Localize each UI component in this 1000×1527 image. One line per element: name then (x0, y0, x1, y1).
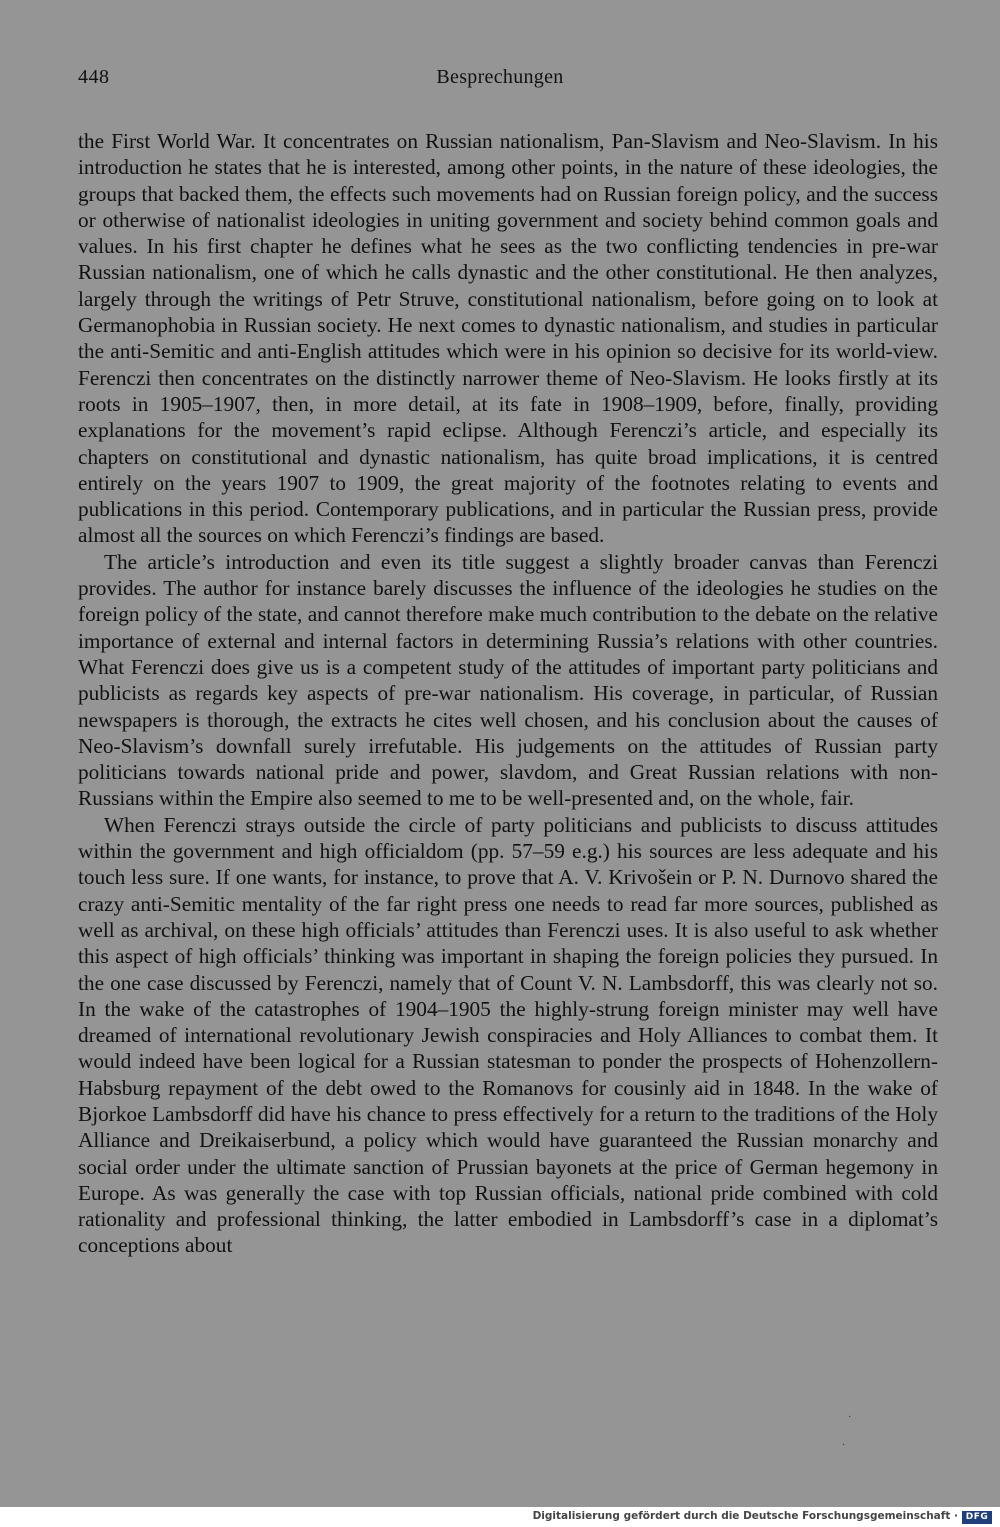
page-number: 448 (78, 66, 110, 88)
dfg-logo-icon: DFG (962, 1511, 992, 1524)
digitization-footer (0, 1507, 1000, 1527)
running-title: Besprechungen (436, 66, 564, 88)
funding-note: Digitalisierung gefördert durch die Deutsche Forschungsgemeinschaft · (532, 1510, 958, 1522)
body-text (78, 128, 938, 1259)
scan-speck: · (842, 1440, 846, 1451)
scan-speck: · (848, 1412, 852, 1423)
paragraph-continued: the First World War. It concentrates on Russian nationalism, Pan-Slavism and Neo-Slavism. In his introduction he states that he is interested, among other points, in the nature of these ideologies, the groups that backed them, the effects such movements had on Russian foreign policy, and the success or otherwise of nationalist ideologies in uniting government and society behind common goals and values. In his first chapter he defines what he sees as the two conflicting tendencies in pre-war Russian nationalism, one of which he calls dynastic and the other constitutional. He then analyzes, largely through the writings of Petr Struve, constitutional nationalism, before going on to look at Germanophobia in Russian society. He next comes to dynastic nationalism, and studies in particular the anti-Semitic and anti-English attitudes which were in his opinion so decisive for its world-view. Ferenczi then concentrates on the distinctly narrower theme of Neo-Slavism. He looks firstly at its roots in 1905–1907, then, in more detail, at its fate in 1908–1909, before, finally, providing explanations for the movement’s rapid eclipse. Although Ferenczi’s article, and especially its chapters on constitutional and dynastic nationalism, has quite broad implications, it is centred entirely on the years 1907 to 1909, the great majority of the footnotes relating to events and publications in this period. Contemporary publications, and in particular the Russian press, provide almost all the sources on which Ferenczi’s findings are based. (78, 129, 938, 548)
paragraph: When Ferenczi strays outside the circle of party politicians and publicists to discuss attitudes within the government and high officialdom (pp. 57–59 e.g.) his sources are less adequate and his touch less sure. If one wants, for instance, to prove that A. V. Krivošein or P. N. Durnovo shared the crazy anti-Semitic mentality of the far right press one needs to read far more sources, published as well as archival, on these high officials’ attitudes than Ferenczi uses. It is also useful to ask whether this aspect of high officials’ thinking was important in shaping the foreign policies they pursued. In the one case discussed by Ferenczi, namely that of Count V. N. Lambsdorff, this was clearly not so. In the wake of the catastrophes of 1904–1905 the highly-strung foreign minister may well have dreamed of international revolutionary Jewish conspiracies and Holy Alliances to combat them. It would indeed have been logical for a Russian statesman to ponder the prospects of Hohenzollern-Habsburg repayment of the debt owed to the Romanovs for cousinly aid in 1848. In the wake of Bjorkoe Lambsdorff did have his chance to press effectively for a return to the traditions of the Holy Alliance and Dreikaiserbund, a policy which would have guaranteed the Russian monarchy and social order under the ultimate sanction of Prussian bayonets at the price of German hegemony in Europe. As was generally the case with top Russian officials, national pride combined with cold rationality and professional thinking, the latter embodied in Lambsdorff’s case in a diplomat’s conceptions about (78, 812, 938, 1258)
paragraph: The article’s introduction and even its title suggest a slightly broader canvas than Ferenczi provides. The author for instance barely discusses the influence of the ideologies he studies on the foreign policy of the state, and cannot therefore make much contribution to the debate on the relative importance of external and internal factors in determining Russia’s relations with other countries. What Ferenczi does give us is a competent study of the attitudes of important party politicians and publicists as regards key aspects of pre-war nationalism. His coverage, in particular, of Russian newspapers is thorough, the extracts he cites well chosen, and his conclusion about the causes of Neo-Slavism’s downfall surely irrefutable. His judgements on the attitudes of Russian party politicians towards national pride and power, slavdom, and Great Russian relations with non-Russians within the Empire also seemed to me to be well-presented and, on the whole, fair. (78, 549, 938, 811)
